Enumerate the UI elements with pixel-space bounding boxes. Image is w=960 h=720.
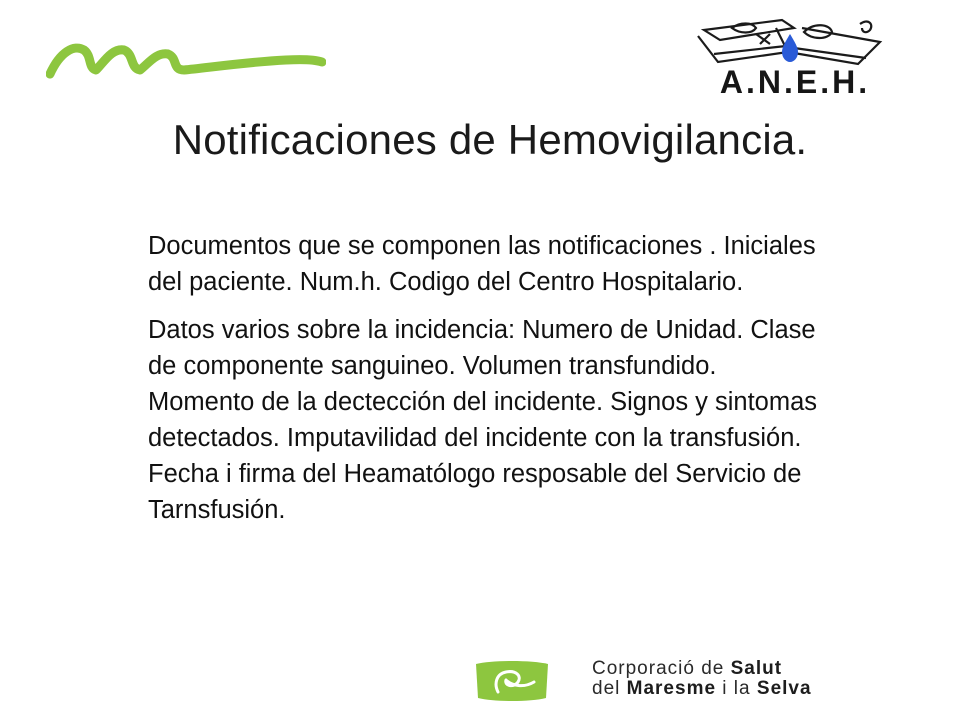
paragraph: Documentos que se componen las notificaciones . Iniciales del paciente. Num.h. Codigo del Centro Hospitalario. — [148, 232, 816, 296]
body-text — [148, 228, 828, 540]
logo-line-2 — [592, 679, 932, 699]
logo-text-bold: Selva — [756, 678, 812, 699]
logo-text-bold: Maresme — [626, 678, 717, 699]
paragraph: Datos varios sobre la incidencia: Numero de Unidad. Clase de componente sanguineo. Volumen transfundido. Momento de la dectección del incidente. Signos y sintomas detectados. Imputavilidad del incidente con la transfusión. Fecha i firma del Heamatólogo resposable del Servicio de Tarnsfusión. — [148, 316, 818, 524]
logo-text-normal: i la — [716, 678, 757, 699]
wave-logo-icon — [46, 40, 326, 80]
corporacio-salut-logo-icon — [472, 658, 552, 704]
page-title: Notificaciones de Hemovigilancia. — [172, 116, 808, 163]
logo-line-1 — [592, 659, 932, 679]
logo-text-bold: Salut — [730, 658, 783, 679]
aneh-logo-text: A.N.E.H. — [719, 64, 871, 100]
logo-text-normal: del — [592, 678, 627, 699]
logo-text-normal: Corporació de — [592, 658, 731, 679]
corporacio-salut-logo-text — [592, 659, 932, 699]
